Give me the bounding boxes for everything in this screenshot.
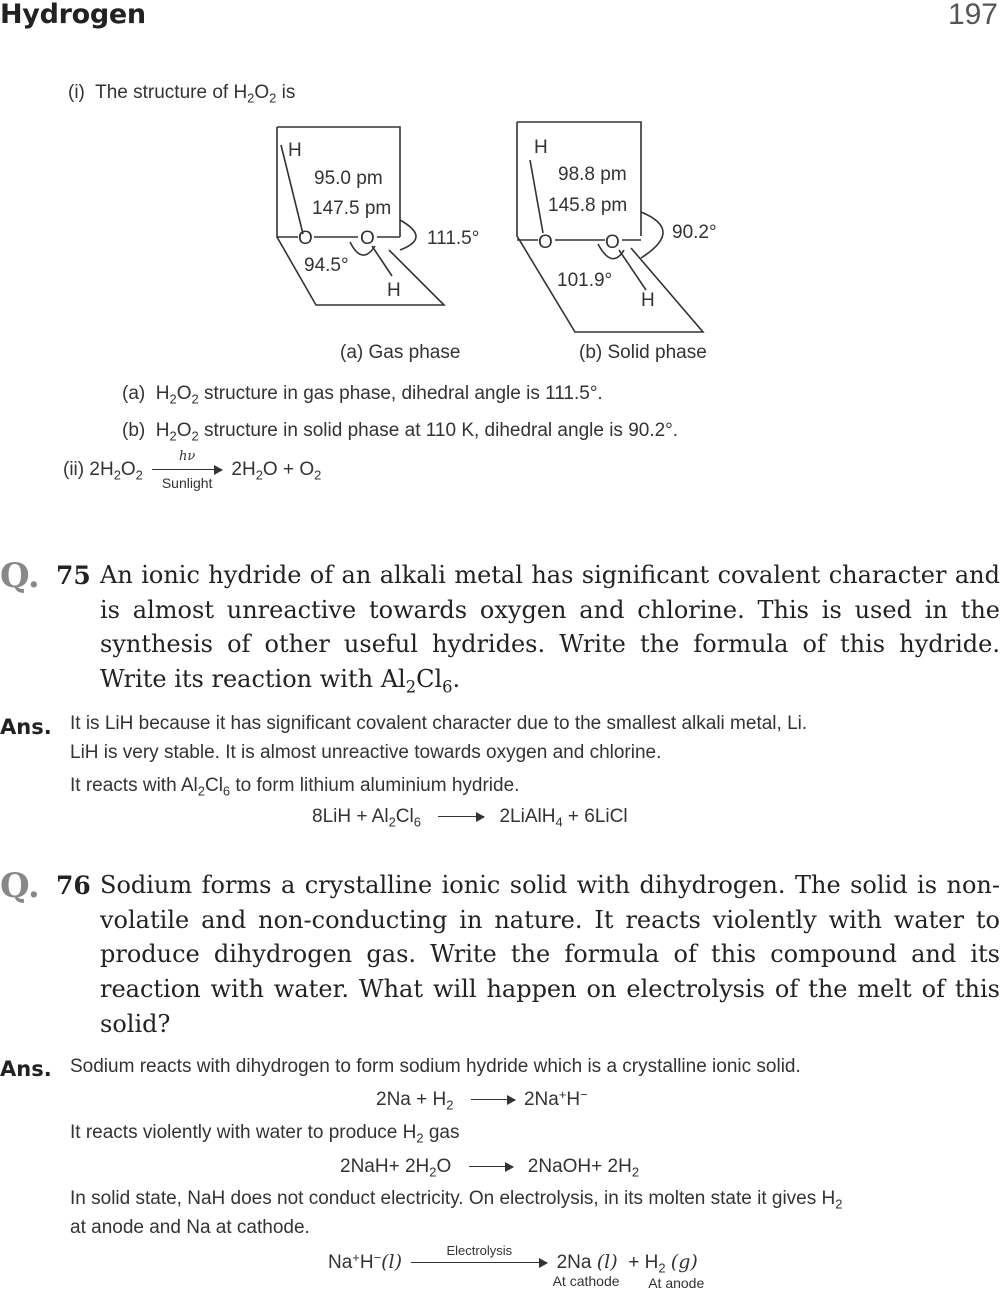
answer-label: Ans. xyxy=(0,715,52,739)
page-number: 197 xyxy=(947,0,998,31)
reaction-arrow: Electrolysis xyxy=(411,1262,547,1263)
h2o2-structure-diagram xyxy=(0,0,1000,380)
question-75-text: An ionic hydride of an alkali metal has significant covalent character and is almost unreactive towards oxygen and chlorine. This is used in the synthesis of other useful hydrides. Write the formula of this hydride. Write its reaction with $Al_2Cl_6$. xyxy=(100,561,1000,697)
structure-intro: (i) The structure of $H_2O_2$ is xyxy=(68,82,296,106)
solid-angle: 101.9° xyxy=(557,270,613,291)
gas-o-right: O xyxy=(360,228,375,249)
gas-angle: 94.5° xyxy=(304,255,349,276)
solid-caption: (b) Solid phase xyxy=(579,342,707,363)
gas-bond1: 95.0 pm xyxy=(314,168,383,189)
anode-product: + $H_2$ (g) At anode xyxy=(628,1251,705,1291)
note-b: (b) $H_2O_2$ structure in solid phase at 110 K, dihedral angle is 90.2°. xyxy=(122,420,679,444)
gas-caption: (a) Gas phase xyxy=(340,342,461,363)
solid-o-left: O xyxy=(538,232,553,253)
answer-76-equation-3: Na+H−(l) Electrolysis 2Na (l) At cathode + $H_2$ (g) At anode xyxy=(328,1243,705,1291)
gas-bond2: 147.5 pm xyxy=(312,198,392,219)
gas-h-bottom: H xyxy=(387,280,401,301)
solid-dihedral: 90.2° xyxy=(672,222,717,243)
question-label: Q. xyxy=(0,866,40,906)
solid-h-top: H xyxy=(534,137,548,158)
gas-dihedral-arc xyxy=(400,220,416,250)
solid-oh-bond xyxy=(530,160,543,233)
question-number: 76 xyxy=(56,871,91,900)
solid-h-bottom: H xyxy=(641,290,655,311)
answer-75-line-2: LiH is very stable. It is almost unreactive towards oxygen and chlorine. xyxy=(70,742,662,763)
question-number: 75 xyxy=(56,561,91,590)
solid-o-right: O xyxy=(605,232,620,253)
item-label: (i) xyxy=(68,82,85,103)
question-label: Q. xyxy=(0,556,40,596)
decomposition-reaction: (ii) $2H_2O_2$ hν Sunlight $2H_2O + O_2$ xyxy=(63,449,322,492)
solid-dihedral-arc xyxy=(641,212,663,258)
cathode-product: 2Na (l) At cathode xyxy=(552,1251,620,1289)
answer-76-line-4: at anode and Na at cathode. xyxy=(70,1217,310,1238)
solid-bond1: 98.8 pm xyxy=(558,164,627,185)
answer-76-line-2: It reacts violently with water to produce $H_2$ gas xyxy=(70,1122,460,1146)
gas-dihedral: 111.5° xyxy=(427,228,480,249)
reaction-arrow xyxy=(438,816,484,817)
chapter-title: Hydrogen xyxy=(0,0,146,30)
answer-76-equation-1: $2Na + H_2$ 2Na+H− xyxy=(376,1087,588,1113)
note-a: (a) $H_2O_2$ structure in gas phase, dihedral angle is 111.5°. xyxy=(122,383,603,407)
gas-h-top: H xyxy=(288,140,302,161)
reaction-arrow: hν Sunlight xyxy=(152,469,222,470)
answer-75-line-1: It is LiH because it has significant covalent character due to the smallest alkali metal, Li. xyxy=(70,713,808,734)
gas-o-left: O xyxy=(298,228,313,249)
answer-75-line-3: It reacts with $Al_2Cl_6$ to form lithium aluminium hydride. xyxy=(70,775,520,799)
answer-76-line-3: In solid state, NaH does not conduct electricity. On electrolysis, in its molten state it gives $H_2$ xyxy=(70,1188,843,1212)
reaction-arrow xyxy=(471,1099,515,1100)
question-76-text: Sodium forms a crystalline ionic solid with dihydrogen. The solid is non-volatile and non-conducting in nature. It reacts violently with water to produce dihydrogen gas. Write the formula of this compound and its reaction with water. What will happen on electrolysis of the melt of this solid? xyxy=(100,871,1000,1038)
solid-bond2: 145.8 pm xyxy=(548,195,628,216)
answer-75-equation: $8LiH + Al_2Cl_6$ 2LiAlH$_4$ + 6LiCl xyxy=(312,806,628,830)
answer-76-line-1: Sodium reacts with dihydrogen to form sodium hydride which is a crystalline ionic solid. xyxy=(70,1056,801,1077)
cathode-label: At cathode xyxy=(552,1273,620,1289)
answer-label: Ans. xyxy=(0,1057,52,1081)
anode-label: At anode xyxy=(648,1275,705,1291)
solid-oh-bond-2 xyxy=(619,250,646,290)
answer-76-equation-2: $2NaH+ 2H_2O$ 2NaOH+ $2H_2$ xyxy=(340,1156,639,1180)
reaction-arrow xyxy=(469,1166,513,1167)
